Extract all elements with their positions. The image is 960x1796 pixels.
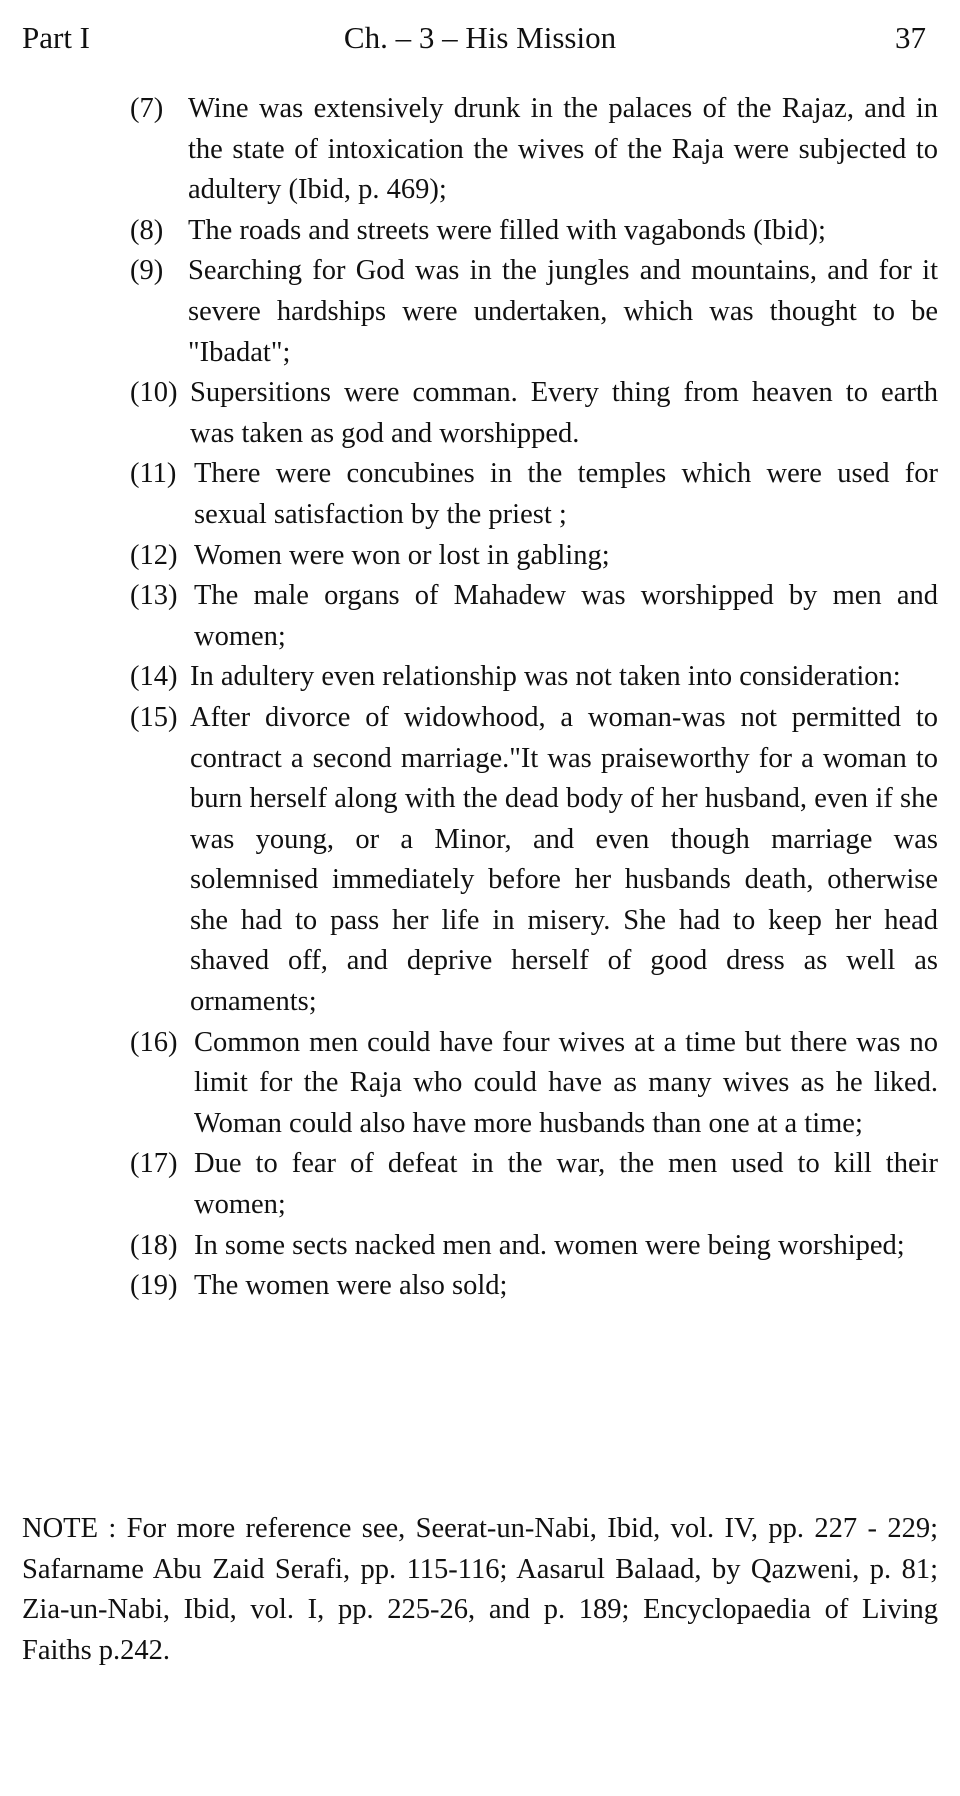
list-item	[130, 1144, 938, 1225]
item-number: (12)	[130, 539, 178, 571]
item-text: The male organs of Mahadew was worshipped by men and women;	[194, 580, 938, 652]
item-text: After divorce of widowhood, a woman-was not permitted to contract a second marriage."It was praiseworthy for a woman to burn herself along with the dead body of her husband, even if she was young, or a Minor, and even though marriage was solemnised immediately before her husbands death, otherwise she had to pass her life in misery. She had to keep her head shaved off, and deprive herself of good dress as well as ornaments;	[190, 701, 938, 1018]
item-text: The roads and streets were filled with vagabonds (Ibid);	[188, 214, 826, 246]
part-label: Part I	[22, 20, 91, 55]
item-number: (7)	[130, 93, 164, 124]
list-item	[130, 1023, 938, 1145]
item-number: (9)	[130, 255, 164, 287]
chapter-title: Ch. – 3 – His Mission	[343, 20, 617, 55]
item-text: In some sects nacked men and. women were being worshiped;	[194, 1229, 905, 1261]
item-text: Supersitions were comman. Every thing from heaven to earth was taken as god and worshipped.	[190, 377, 938, 449]
item-text: Women were won or lost in gabling;	[194, 539, 610, 571]
item-number: (19)	[130, 1270, 178, 1302]
running-header	[22, 18, 938, 58]
list-item	[130, 373, 938, 454]
item-number: (11)	[130, 458, 177, 490]
list-item	[130, 698, 938, 1023]
item-text: Common men could have four wives at a time but there was no limit for the Raja who could have as many wives as he liked. Woman could also have more husbands than one at a time;	[194, 1026, 938, 1139]
item-number: (13)	[130, 580, 178, 612]
list-item	[130, 536, 938, 577]
item-number: (17)	[130, 1148, 178, 1180]
item-number: (14)	[130, 661, 178, 693]
list-item	[130, 89, 938, 211]
item-text: The women were also sold;	[194, 1270, 508, 1302]
list-item	[130, 454, 938, 535]
item-number: (10)	[130, 377, 178, 409]
item-text: Due to fear of defeat in the war, the men used to kill their women;	[194, 1148, 938, 1221]
reference-note: NOTE : For more reference see, Seerat-un-Nabi, Ibid, vol. IV, pp. 227 - 229; Safarname Abu Zaid Serafi, pp. 115-116; Aasarul Balaad, by Qazweni, p. 81; Zia-un-Nabi, Ibid, vol. I, pp. 225-26, and p. 189; Encyclopaedia of Living Faiths p.242.	[22, 1513, 938, 1666]
list-item	[130, 1266, 938, 1307]
item-text: There were concubines in the temples which were used for sexual satisfaction by the priest ;	[194, 458, 938, 530]
page-number: 37	[895, 20, 926, 55]
item-text: Wine was extensively drunk in the palaces of the Rajaz, and in the state of intoxication the wives of the Raja were subjected to adultery (Ibid, p. 469);	[188, 93, 938, 206]
item-number: (8)	[130, 214, 164, 246]
item-text: In adultery even relationship was not taken into consideration:	[190, 661, 901, 693]
list-item	[130, 576, 938, 657]
list-item	[130, 251, 938, 373]
item-number: (15)	[130, 701, 178, 733]
item-number: (18)	[130, 1229, 178, 1261]
list-item	[130, 211, 938, 252]
item-text: Searching for God was in the jungles and mountains, and for it severe hardships were undertaken, which was thought to be "Ibadat";	[188, 255, 938, 368]
list-item	[130, 1226, 938, 1267]
item-number: (16)	[130, 1026, 178, 1058]
list-item	[130, 657, 938, 698]
numbered-list	[130, 89, 938, 1307]
